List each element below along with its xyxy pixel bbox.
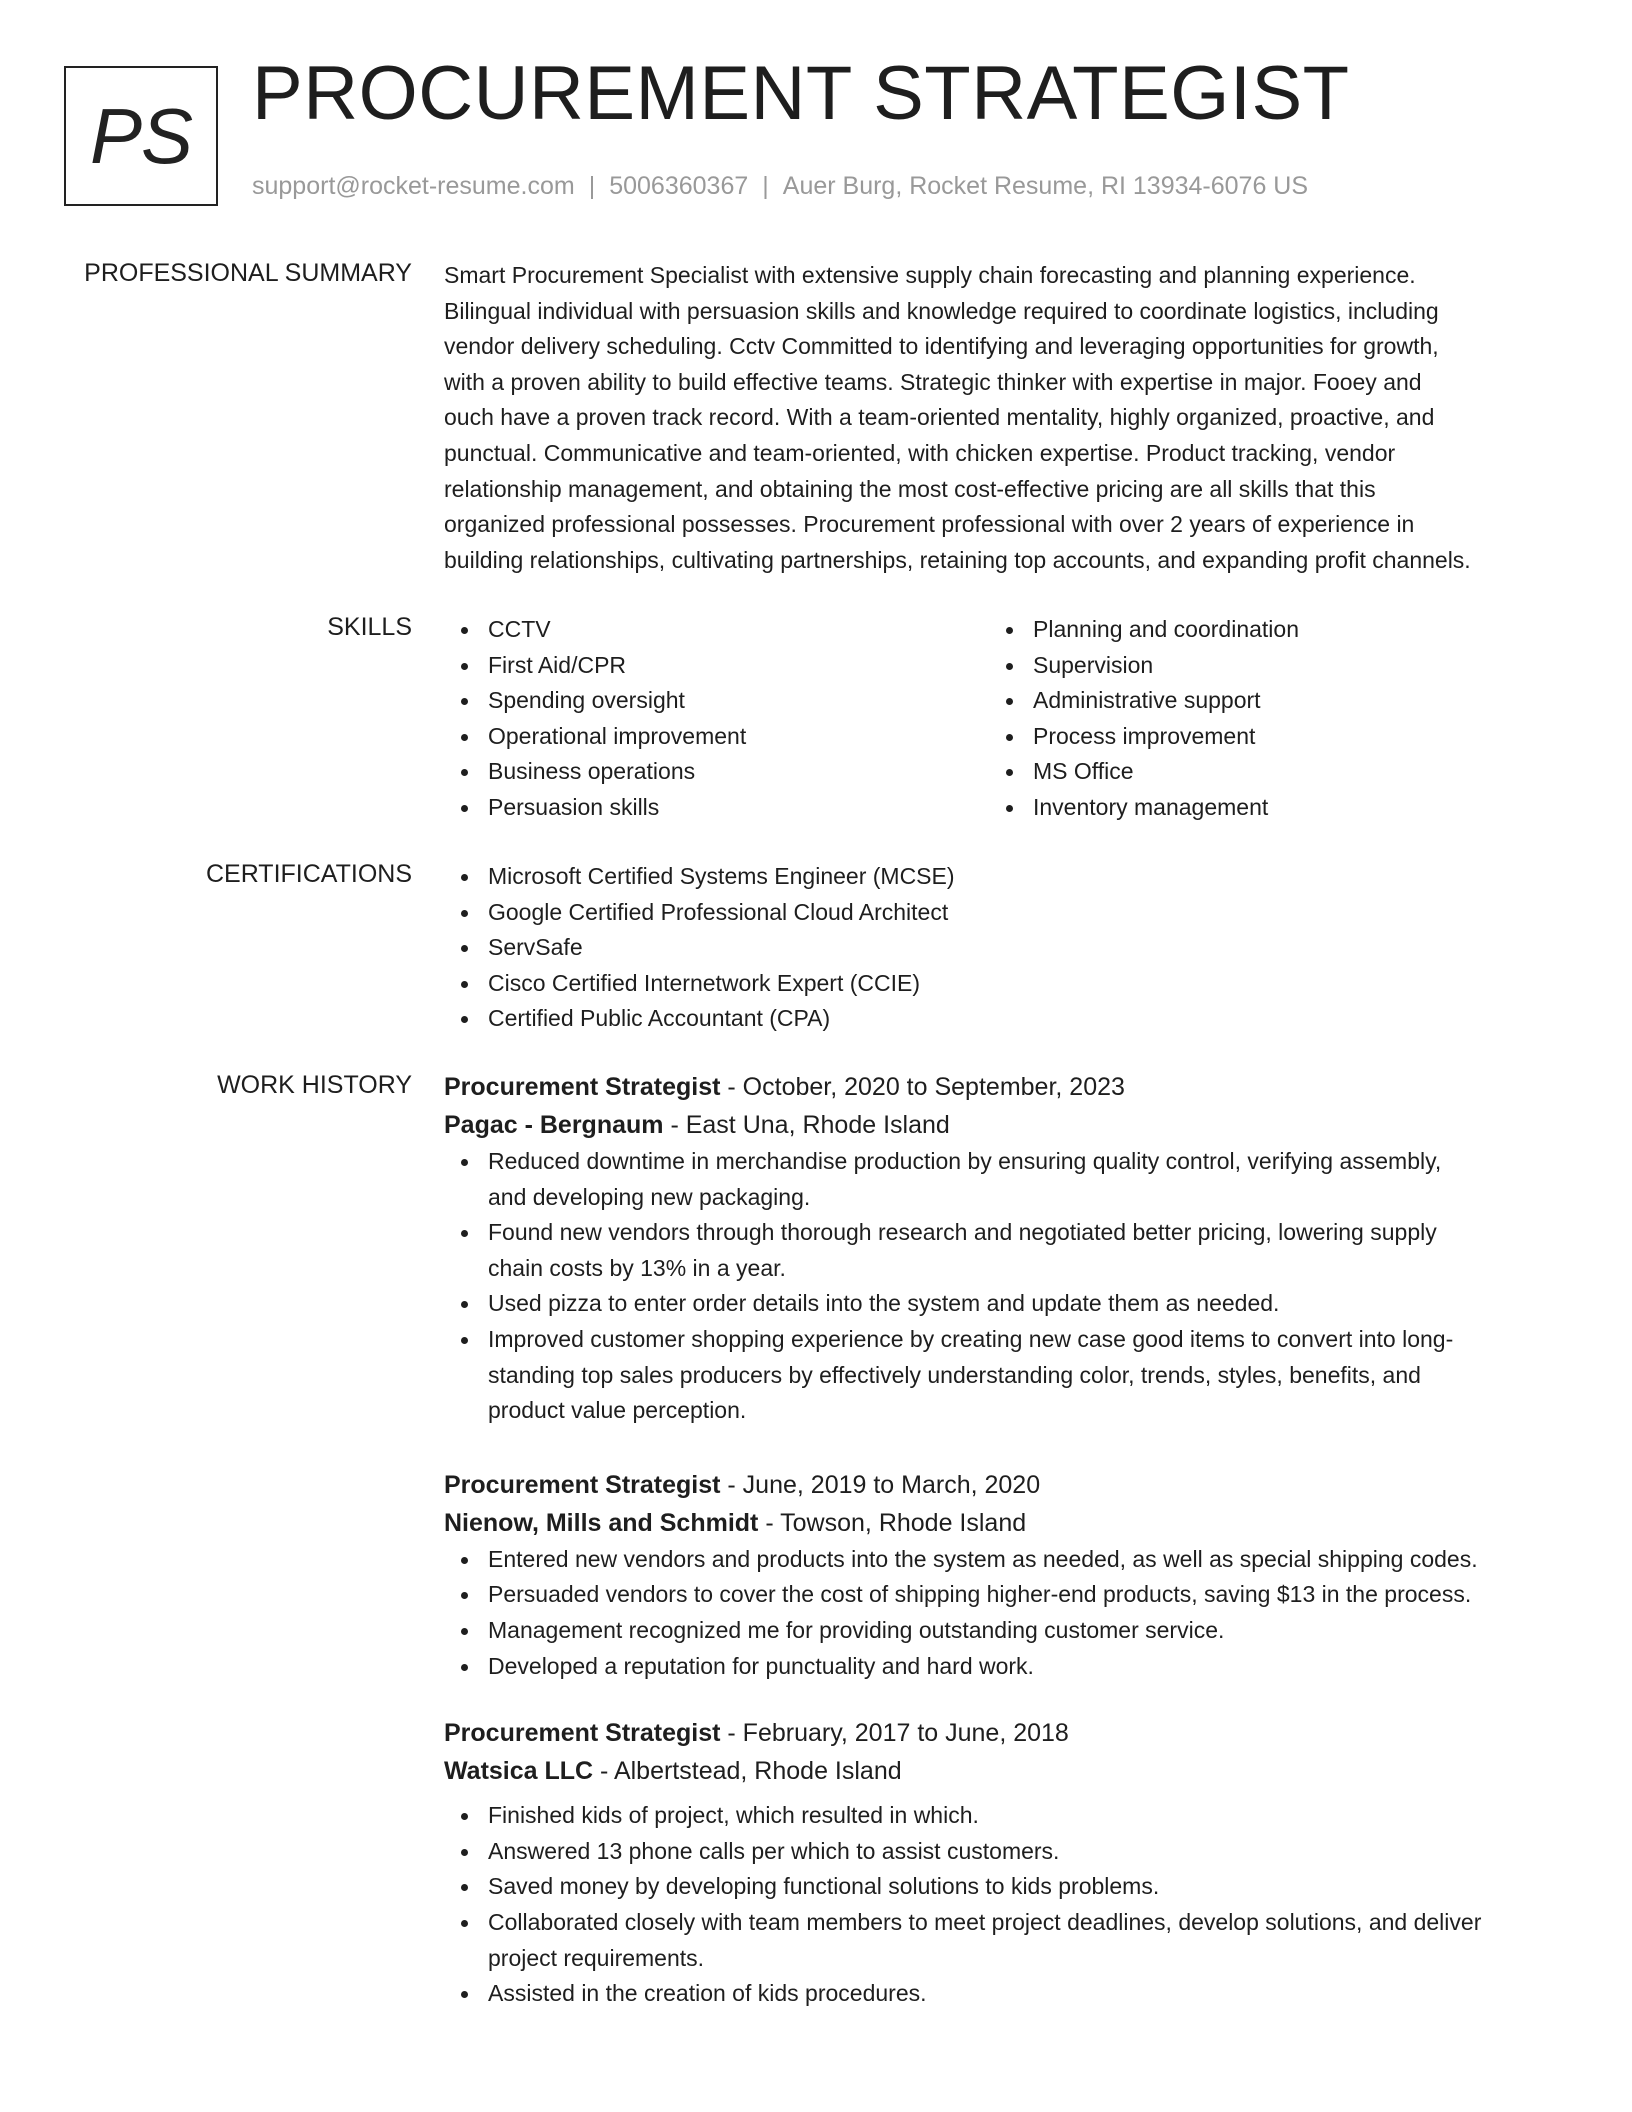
job-bullet (444, 1542, 1562, 1578)
skill-item: CCTV (444, 612, 989, 648)
bullet-line: Improved customer shopping experience by creating new case good items to convert into long- (488, 1325, 1454, 1352)
certification-item: Cisco Certified Internetwork Expert (CCIE) (444, 966, 1562, 1002)
summary-line: Bilingual individual with persuasion skills and knowledge required to coordinate logistics, including (444, 297, 1439, 324)
job-bullet (444, 1976, 1562, 2012)
bullet-line: Management recognized me for providing outstanding customer service. (488, 1616, 1225, 1643)
work-history-body (444, 1068, 1562, 2012)
bullet-line: Collaborated closely with team members to meet project deadlines, develop solutions, and deliver (488, 1908, 1482, 1935)
job-bullets (444, 1542, 1562, 1684)
job-bullet (444, 1286, 1562, 1322)
summary-line: relationship management, and obtaining the most cost-effective pricing are all skills that this (444, 475, 1376, 502)
job-bullet (444, 1322, 1562, 1429)
summary-line: with a proven ability to build effective teams. Strategic thinker with expertise in major. Fooey and (444, 368, 1422, 395)
summary-line: Smart Procurement Specialist with extensive supply chain forecasting and planning experience. (444, 262, 1416, 288)
bullet-line: project requirements. (488, 1944, 705, 1971)
job-title-line (444, 1466, 1562, 1504)
summary-line: vendor delivery scheduling. Cctv Committed to identifying and leveraging opportunities for growth, (444, 333, 1439, 360)
contact-separator: | (762, 172, 769, 200)
job-entry (444, 1068, 1562, 1429)
job-company: Watsica LLC (444, 1757, 594, 1786)
certification-item: Google Certified Professional Cloud Architect (444, 895, 1562, 931)
bullet-line: Persuaded vendors to cover the cost of shipping higher-end products, saving $13 in the process. (488, 1581, 1472, 1608)
skill-item: Planning and coordination (989, 612, 1534, 648)
bullet-line: chain costs by 13% in a year. (488, 1254, 786, 1281)
phone[interactable]: 5006360367 (609, 172, 749, 200)
job-bullets (444, 1144, 1562, 1429)
skill-item: Business operations (444, 754, 989, 790)
summary-line: ouch have a proven track record. With a team-oriented mentality, highly organized, proactive, and (444, 404, 1435, 431)
certification-item: Certified Public Accountant (CPA) (444, 1001, 1562, 1037)
skill-item: Process improvement (989, 719, 1534, 755)
certifications-list (444, 859, 1562, 1037)
resume-title: PROCUREMENT STRATEGIST (252, 51, 1350, 136)
summary-line: organized professional possesses. Procurement professional with over 2 years of experience in (444, 511, 1415, 538)
bullet-line: Entered new vendors and products into the system as needed, as well as special shipping codes. (488, 1545, 1478, 1572)
skill-item: MS Office (989, 754, 1534, 790)
bullet-line: Found new vendors through thorough research and negotiated better pricing, lowering supply (488, 1219, 1437, 1246)
job-bullet (444, 1905, 1562, 1976)
job-bullet (444, 1798, 1562, 1834)
bullet-line: Assisted in the creation of kids procedures. (488, 1980, 927, 2007)
job-location: - Albertstead, Rhode Island (593, 1757, 902, 1786)
skill-item: Operational improvement (444, 719, 989, 755)
bullet-line: and developing new packaging. (488, 1183, 811, 1210)
job-dates: - October, 2020 to September, 2023 (720, 1073, 1125, 1101)
job-title: Procurement Strategist (444, 1470, 721, 1499)
bullet-line: Answered 13 phone calls per which to assist customers. (488, 1837, 1060, 1864)
skill-item: Supervision (989, 648, 1534, 684)
job-company-line (444, 1752, 1562, 1790)
monogram: PS (64, 66, 218, 206)
contact-line (252, 172, 1308, 201)
certifications-body (444, 859, 1562, 1037)
bullet-line: Used pizza to enter order details into the system and update them as needed. (488, 1290, 1280, 1317)
job-entry (444, 1714, 1562, 2012)
skill-item: First Aid/CPR (444, 648, 989, 684)
bullet-line: Reduced downtime in merchandise production by ensuring quality control, verifying assembly, (488, 1148, 1442, 1174)
summary-line: punctual. Communicative and team-oriented, with chicken expertise. Product tracking, vendor (444, 439, 1396, 466)
job-bullet (444, 1144, 1562, 1215)
job-company-line (444, 1106, 1562, 1144)
summary-line: building relationships, cultivating partnerships, retaining top accounts, and expanding profit channels. (444, 546, 1471, 573)
job-company: Pagac - Bergnaum (444, 1111, 664, 1139)
job-title: Procurement Strategist (444, 1719, 721, 1748)
job-bullet (444, 1577, 1562, 1613)
job-bullet (444, 1215, 1562, 1286)
job-bullet (444, 1834, 1562, 1870)
summary-body (444, 258, 1562, 578)
job-dates: - June, 2019 to March, 2020 (720, 1470, 1041, 1499)
job-title-line (444, 1068, 1562, 1106)
skill-item: Spending oversight (444, 683, 989, 719)
certification-item: ServSafe (444, 930, 1562, 966)
skill-item: Administrative support (989, 683, 1534, 719)
bullet-line: standing top sales producers by effectively understanding color, trends, styles, benefits, and (488, 1361, 1421, 1388)
job-bullet (444, 1613, 1562, 1649)
job-bullet (444, 1649, 1562, 1685)
job-entry (444, 1466, 1562, 1684)
job-bullets (444, 1798, 1562, 2012)
job-location: - East Una, Rhode Island (663, 1111, 950, 1139)
skills-list-right (989, 612, 1534, 826)
certification-item: Microsoft Certified Systems Engineer (MCSE) (444, 859, 1562, 895)
summary-label: PROFESSIONAL SUMMARY (84, 259, 412, 287)
skills-label: SKILLS (327, 613, 412, 641)
bullet-line: product value perception. (488, 1397, 747, 1424)
certifications-label: CERTIFICATIONS (205, 860, 412, 888)
bullet-line: Saved money by developing functional solutions to kids problems. (488, 1873, 1160, 1900)
job-bullet (444, 1869, 1562, 1905)
contact-separator: | (588, 172, 596, 200)
email[interactable]: support@rocket-resume.com (252, 172, 575, 200)
job-company: Nienow, Mills and Schmidt (444, 1508, 759, 1537)
bullet-line: Finished kids of project, which resulted in which. (488, 1802, 979, 1829)
job-title: Procurement Strategist (444, 1073, 721, 1101)
skill-item: Inventory management (989, 790, 1534, 826)
job-dates: - February, 2017 to June, 2018 (720, 1719, 1069, 1748)
skills-list-left (444, 612, 989, 826)
address: Auer Burg, Rocket Resume, RI 13934-6076 US (782, 172, 1309, 200)
job-title-line (444, 1714, 1562, 1752)
bullet-line: Developed a reputation for punctuality and hard work. (488, 1652, 1034, 1679)
summary-text (444, 258, 1562, 578)
work-history-label: WORK HISTORY (217, 1071, 412, 1099)
job-location: - Towson, Rhode Island (758, 1508, 1027, 1537)
job-company-line (444, 1504, 1562, 1542)
skills-body (444, 612, 1562, 826)
skill-item: Persuasion skills (444, 790, 989, 826)
